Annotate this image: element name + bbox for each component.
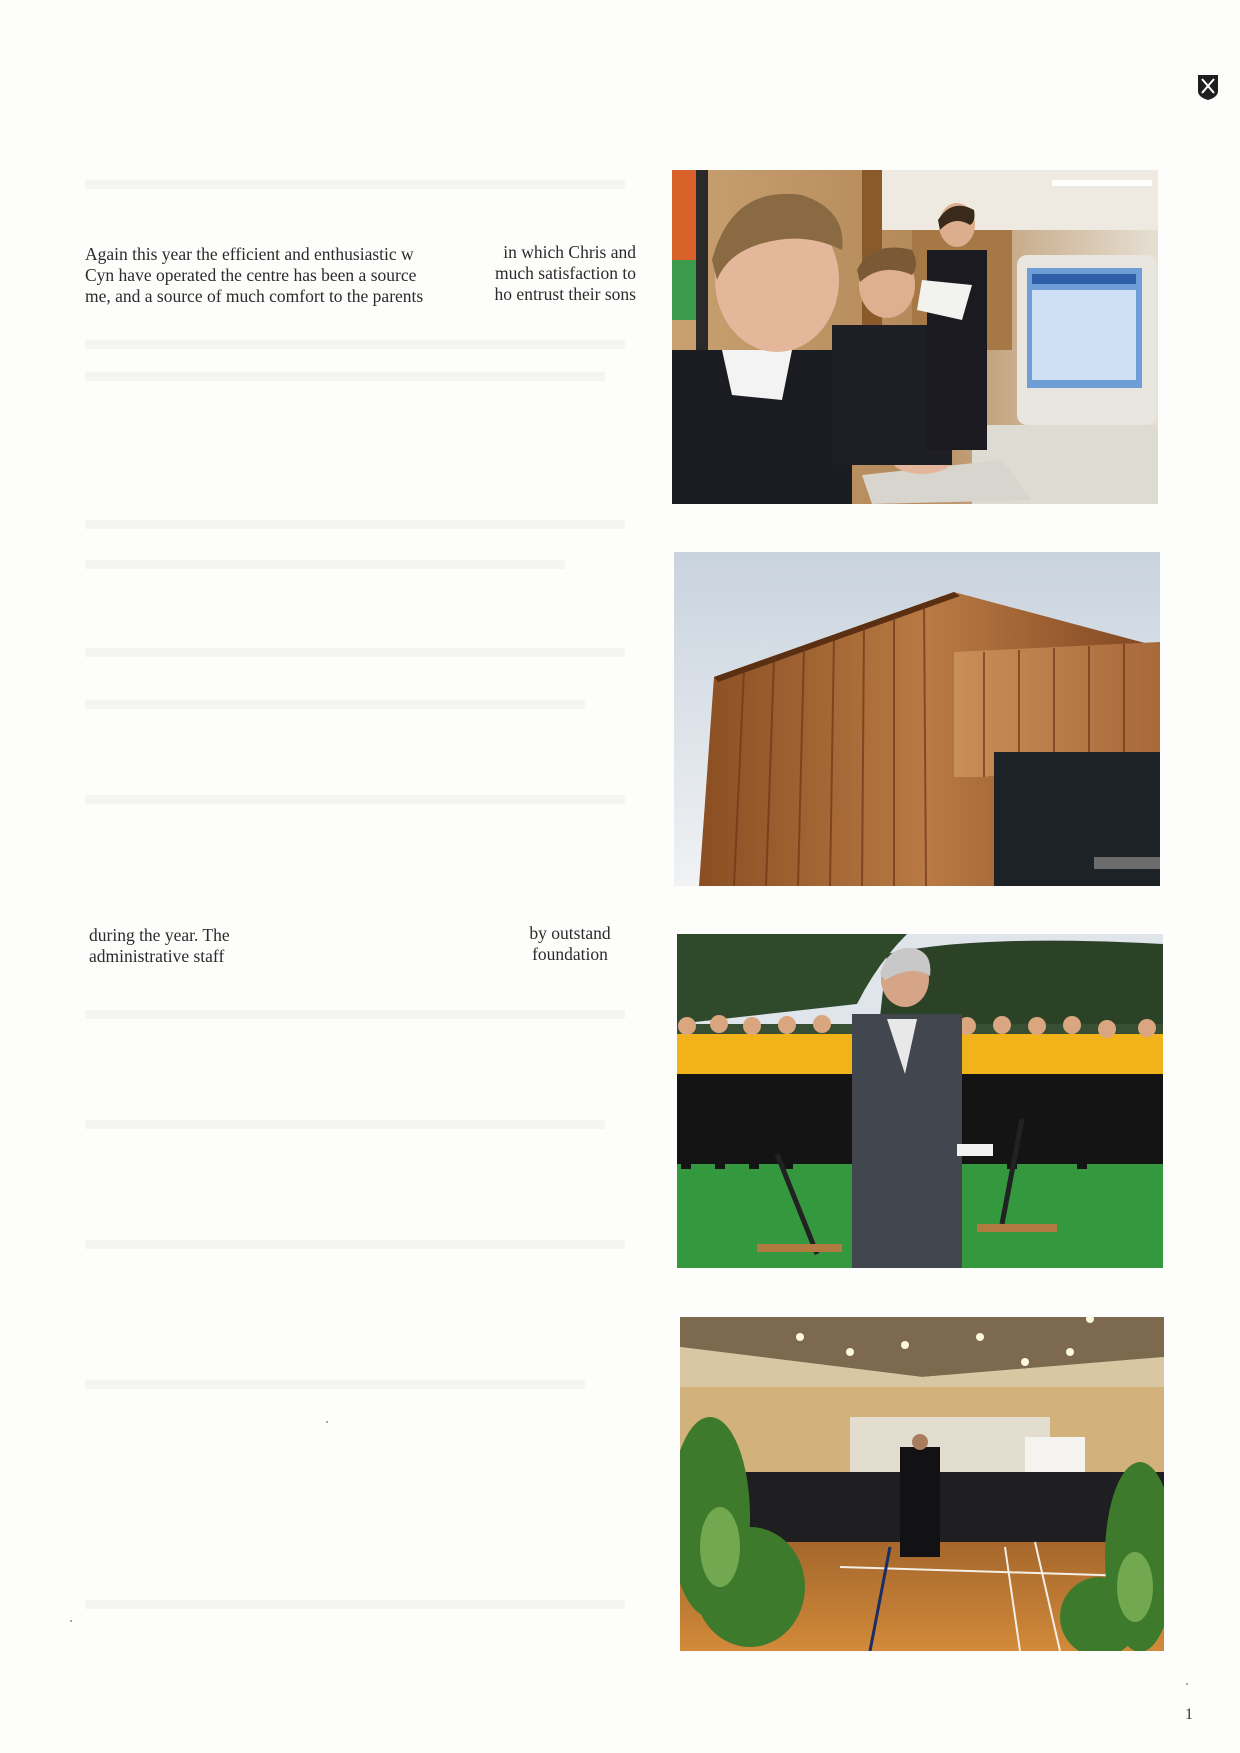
photo-speaker-hockey-team [677, 934, 1163, 1268]
faded-text-line [85, 795, 625, 804]
faded-text-line [85, 1010, 625, 1019]
faded-text-line [85, 1120, 605, 1129]
page-number: 1 [1185, 1706, 1193, 1723]
paragraph-top-line-1-right: in which Chris and [503, 242, 636, 262]
paragraph-top-line-3-left: me, and a source of much comfort to the parents [85, 286, 424, 306]
paragraph-top-line-2-right: much satisfaction to [495, 263, 636, 283]
paragraph-top-line-2-left: Cyn have operated the centre has been a source [85, 265, 417, 285]
paragraph-top-line-1-left: Again this year the efficient and enthusiastic w [85, 244, 414, 264]
faded-text-line [85, 1240, 625, 1249]
paper-speck [1186, 1683, 1188, 1685]
school-crest-icon [1197, 74, 1219, 101]
faded-text-line [85, 372, 605, 381]
photo-copper-building [674, 552, 1160, 886]
faded-text-line [85, 340, 625, 349]
paragraph-mid-line-2-left: administrative staff [89, 946, 225, 966]
photo-students-at-computer [672, 170, 1158, 504]
paragraph-mid-line-2-right: foundation [532, 944, 608, 964]
faded-text-line [85, 1380, 585, 1389]
faded-text-line [85, 700, 585, 709]
paragraph-mid-line-1-left: during the year. The [89, 925, 230, 945]
faded-text-line [85, 560, 565, 569]
faded-text-line [85, 648, 625, 657]
faded-text-line [85, 180, 625, 189]
faded-text-line [85, 520, 625, 529]
paper-speck [70, 1620, 72, 1622]
photo-school-assembly-gym [680, 1317, 1164, 1651]
paragraph-mid-line-1-right: by outstand [529, 923, 611, 943]
paragraph-top-line-3-right: ho entrust their sons [494, 284, 636, 304]
paper-speck [326, 1421, 328, 1423]
faded-text-line [85, 1600, 625, 1609]
